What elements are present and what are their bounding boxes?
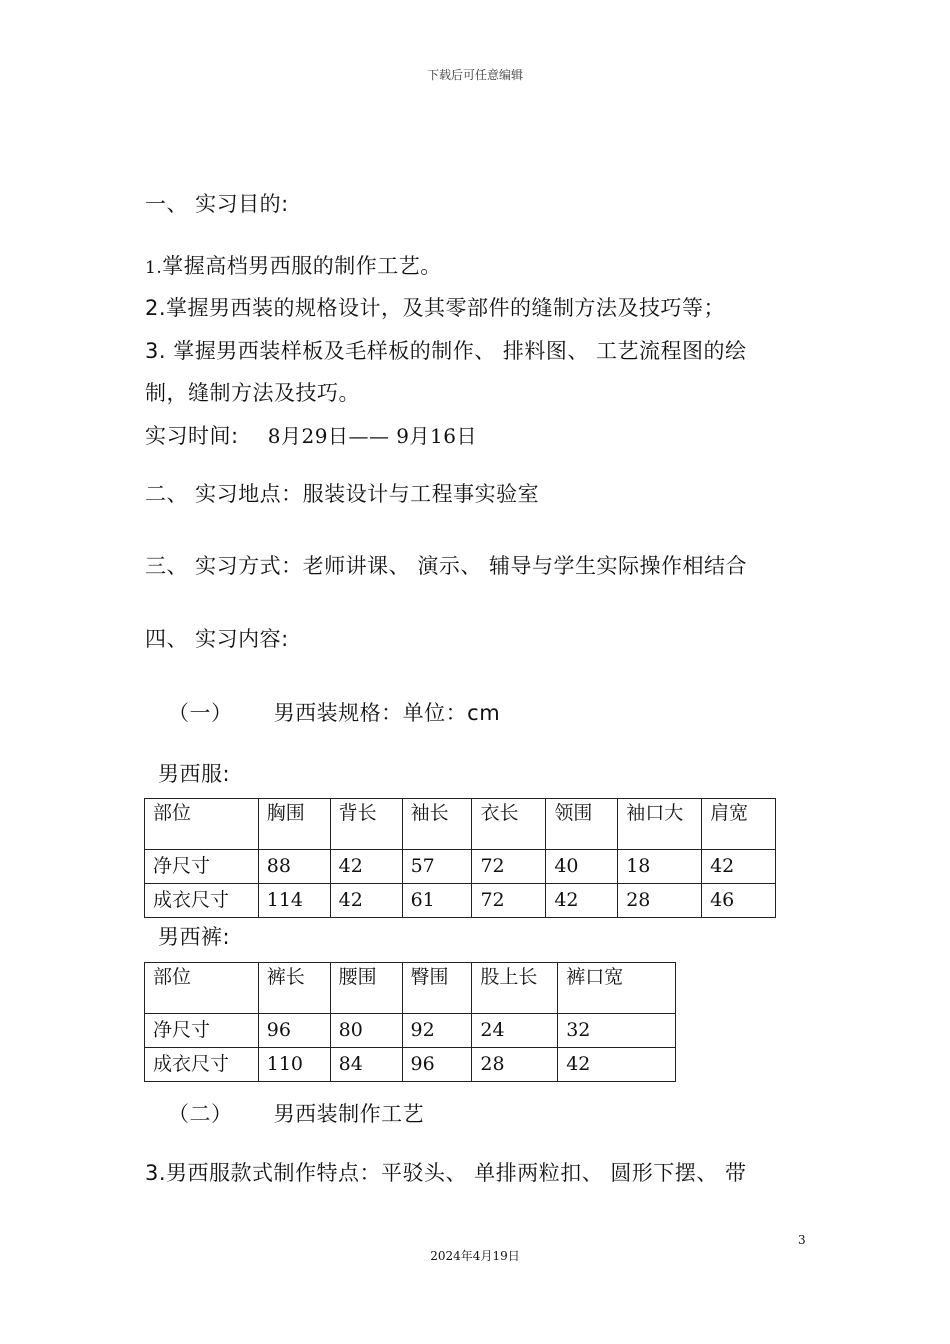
section-heading-location: 二、 实习地点：服装设计与工程事实验室 [145,482,540,506]
table-cell: 裤口宽 [558,963,676,1014]
table-cell: 腰围 [330,963,402,1014]
subsection-1-number: （一） [168,701,233,725]
table-cell: 部位 [145,963,259,1014]
table-row [145,884,776,918]
table-cell: 成衣尺寸 [145,884,259,918]
table-cell: 领围 [546,799,618,850]
table-cell: 84 [330,1048,402,1082]
table-cell: 40 [546,850,618,884]
table-cell: 股上长 [472,963,558,1014]
table-cell: 42 [546,884,618,918]
table-cell: 袖口大 [618,799,702,850]
table-cell: 28 [618,884,702,918]
paragraph-3-line-2: 制，缝制方法及技巧。 [145,381,360,405]
internship-time-value: 8月29日—— 9月16日 [267,424,477,448]
subsection-1 [168,697,500,727]
subsection-1-title: 男西装规格：单位：cm [273,701,501,725]
table-cell: 肩宽 [702,799,776,850]
footer-date: 2024年4月19日 [430,1249,520,1263]
table-cell: 部位 [145,799,259,850]
table-cell: 18 [618,850,702,884]
table-cell: 114 [258,884,330,918]
paragraph-style-features: 3.男西服款式制作特点：平驳头、 单排两粒扣、 圆形下摆、 带 [145,1161,747,1185]
paragraph-2: 2.掌握男西装的规格设计，及其零部件的缝制方法及技巧等； [145,296,726,320]
table-cell: 110 [258,1048,330,1082]
table-cell: 臀围 [402,963,472,1014]
pants-table-label: 男西裤: [158,925,231,949]
table-cell: 衣长 [472,799,546,850]
table-cell: 32 [558,1014,676,1048]
section-heading-method: 三、 实习方式：老师讲课、 演示、 辅导与学生实际操作相结合 [145,554,748,578]
table-cell: 净尺寸 [145,850,259,884]
table-cell: 88 [258,850,330,884]
pants-spec-table [144,962,676,1082]
table-cell: 24 [472,1014,558,1048]
subsection-2 [168,1098,424,1128]
table-cell: 42 [558,1048,676,1082]
table-cell: 28 [472,1048,558,1082]
table-cell: 92 [402,1014,472,1048]
table-row [145,1048,676,1082]
page-number: 3 [798,1233,806,1247]
page-header: 下载后可任意编辑 [426,68,523,82]
suit-spec-table [144,798,776,918]
paragraph-3-line-1: 3. 掌握男西装样板及毛样板的制作、 排料图、 工艺流程图的绘 [145,339,747,363]
table-cell: 42 [330,884,402,918]
table-cell: 57 [402,850,472,884]
section-heading-content: 四、 实习内容: [145,627,289,651]
internship-time [145,420,477,450]
table-row [145,799,776,850]
table-cell: 72 [472,850,546,884]
table-row [145,850,776,884]
table-cell: 背长 [330,799,402,850]
table-row [145,1014,676,1048]
table-cell: 胸围 [258,799,330,850]
table-row [145,963,676,1014]
subsection-2-number: （二） [168,1102,233,1126]
table-cell: 72 [472,884,546,918]
internship-time-label: 实习时间: [145,424,239,448]
table-cell: 袖长 [402,799,472,850]
table-cell: 净尺寸 [145,1014,259,1048]
table-cell: 61 [402,884,472,918]
paragraph-1 [145,250,442,280]
paragraph-1-number: 1. [145,258,163,278]
subsection-2-title: 男西装制作工艺 [273,1102,425,1126]
table-cell: 96 [258,1014,330,1048]
table-cell: 80 [330,1014,402,1048]
table-cell: 裤长 [258,963,330,1014]
table-cell: 42 [702,850,776,884]
table-cell: 96 [402,1048,472,1082]
paragraph-1-text: 掌握高档男西服的制作工艺。 [162,254,442,278]
section-heading-purpose: 一、 实习目的: [145,192,289,216]
table-cell: 42 [330,850,402,884]
table-cell: 成衣尺寸 [145,1048,259,1082]
table-cell: 46 [702,884,776,918]
suit-table-label: 男西服: [158,762,231,786]
